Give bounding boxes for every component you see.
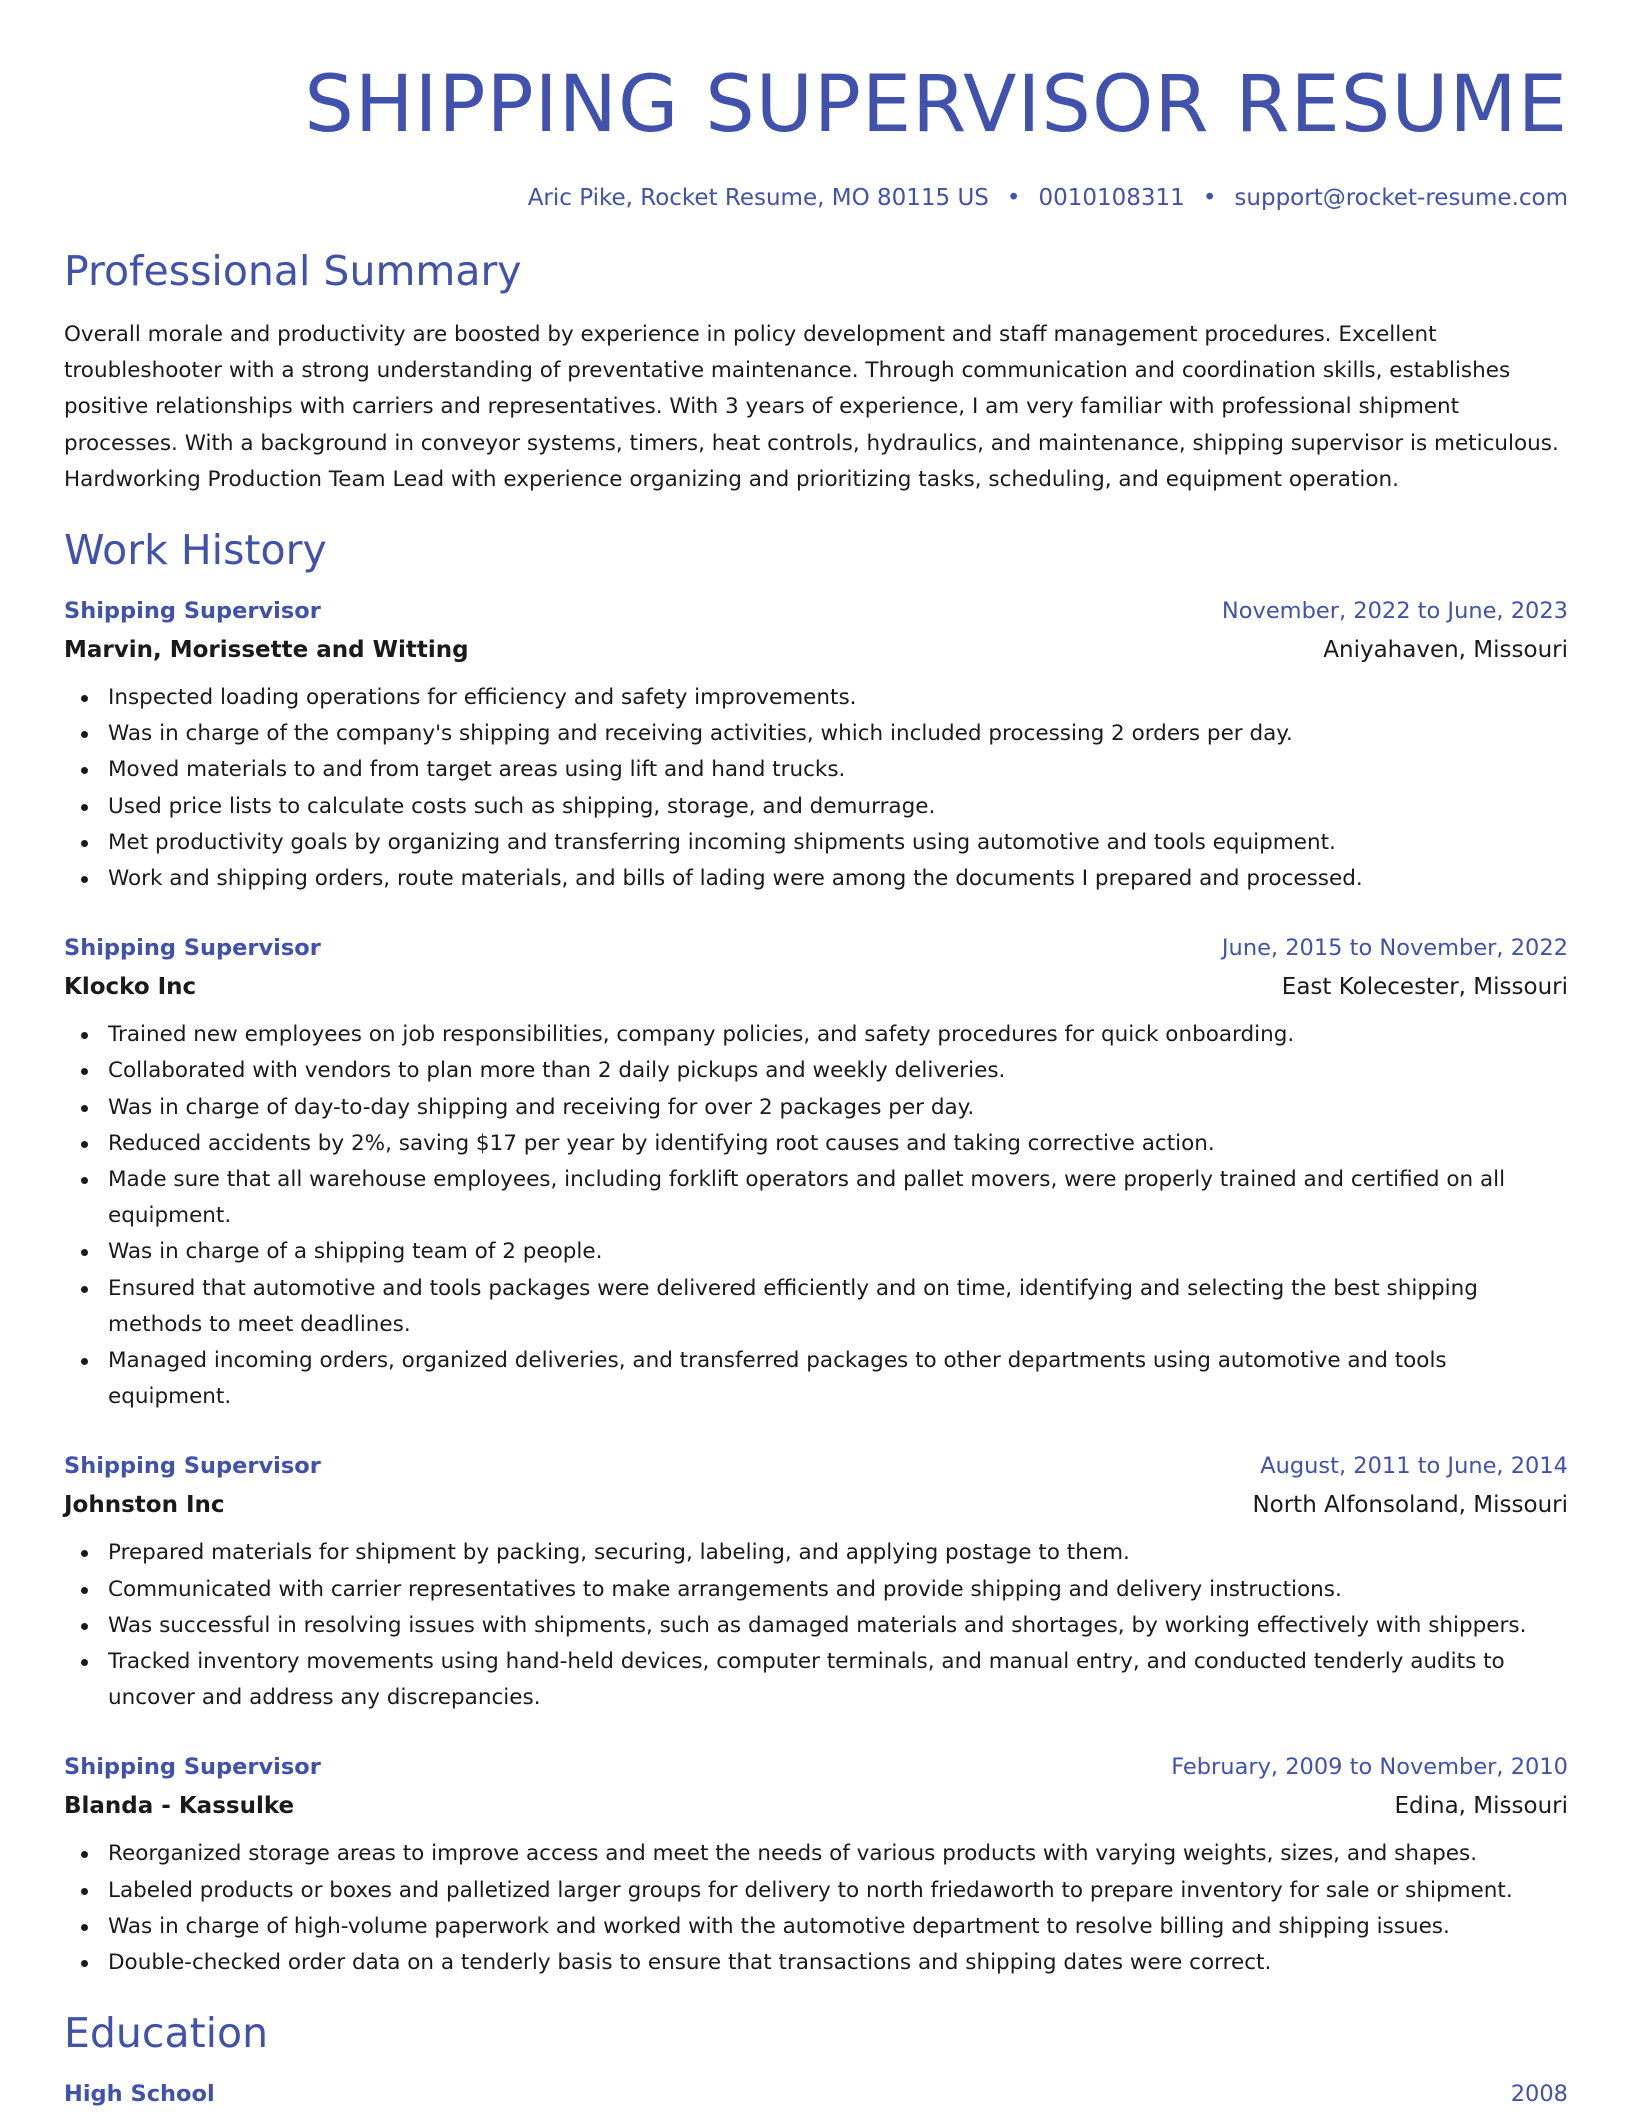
- job-company: Klocko Inc: [64, 974, 197, 1001]
- job-bullet: Was successful in resolving issues with shipments, such as damaged materials and shortages, by working effectively with shippers.: [108, 1608, 1568, 1644]
- job-location: Aniyahaven, Missouri: [1323, 637, 1568, 664]
- job-bullets: [64, 1017, 1568, 1415]
- work-history-heading: Work History: [64, 526, 327, 575]
- contact-address: Aric Pike, Rocket Resume, MO 80115 US: [527, 185, 989, 211]
- job-bullet: Was in charge of the company's shipping and receiving activities, which included processing 2 orders per day.: [108, 716, 1568, 752]
- resume-page: [64, 0, 1568, 2109]
- education-degree: High School: [64, 2081, 215, 2108]
- job-entry: [64, 1752, 1568, 1981]
- summary-heading: Professional Summary: [64, 247, 522, 295]
- job-title: Shipping Supervisor: [64, 598, 321, 625]
- job-bullet: Trained new employees on job responsibilities, company policies, and safety procedures for quick onboarding.: [108, 1017, 1568, 1053]
- job-bullet: Made sure that all warehouse employees, including forklift operators and pallet movers, were properly trained and certified on all equipment.: [108, 1162, 1568, 1234]
- contact-separator: •: [1006, 185, 1021, 211]
- contact-email: support@rocket-resume.com: [1234, 185, 1568, 211]
- job-bullet: Reorganized storage areas to improve access and meet the needs of various products with varying weights, sizes, and shapes.: [108, 1836, 1568, 1872]
- job-bullet: Managed incoming orders, organized deliveries, and transferred packages to other departments using automotive and tools equipment.: [108, 1343, 1568, 1415]
- job-entry: [64, 596, 1568, 897]
- job-bullet: Communicated with carrier representatives to make arrangements and provide shipping and delivery instructions.: [108, 1572, 1568, 1608]
- job-location: East Kolecester, Missouri: [1281, 974, 1568, 1001]
- contact-phone: 0010108311: [1038, 185, 1185, 211]
- job-location: Edina, Missouri: [1394, 1793, 1568, 1820]
- job-dates: June, 2015 to November, 2022: [1221, 935, 1568, 962]
- job-bullet: Was in charge of high-volume paperwork and worked with the automotive department to resolve billing and shipping issues.: [108, 1909, 1568, 1945]
- job-bullet: Met productivity goals by organizing and transferring incoming shipments using automotive and tools equipment.: [108, 825, 1568, 861]
- job-location: North Alfonsoland, Missouri: [1252, 1492, 1568, 1519]
- job-bullet: Ensured that automotive and tools packages were delivered efficiently and on time, identifying and selecting the best shipping methods to meet deadlines.: [108, 1271, 1568, 1343]
- contact-separator: •: [1202, 185, 1217, 211]
- job-bullet: Prepared materials for shipment by packing, securing, labeling, and applying postage to them.: [108, 1535, 1568, 1571]
- job-bullets: [64, 1836, 1568, 1981]
- education-entry: [64, 2079, 1568, 2109]
- job-bullet: Was in charge of a shipping team of 2 people.: [108, 1234, 1568, 1270]
- job-title: Shipping Supervisor: [64, 1754, 321, 1781]
- job-bullet: Was in charge of day-to-day shipping and receiving for over 2 packages per day.: [108, 1090, 1568, 1126]
- job-company: Johnston Inc: [64, 1492, 225, 1519]
- resume-title: SHIPPING SUPERVISOR RESUME: [304, 60, 1568, 150]
- job-title: Shipping Supervisor: [64, 935, 321, 962]
- job-bullet: Reduced accidents by 2%, saving $17 per year by identifying root causes and taking corrective action.: [108, 1126, 1568, 1162]
- education-year: 2008: [1510, 2081, 1568, 2108]
- job-bullet: Double-checked order data on a tenderly basis to ensure that transactions and shipping dates were correct.: [108, 1945, 1568, 1981]
- education-heading: Education: [64, 2009, 269, 2058]
- summary-text: Overall morale and productivity are boosted by experience in policy development and staff management procedures. Excellent troubleshooter with a strong understanding of preventative maintenance. Through communication and coordination skills, establishes positive relationships with carriers and representatives. With 3 years of experience, I am very familiar with professional shipment processes. With a background in conveyor systems, timers, heat controls, hydraulics, and maintenance, shipping supervisor is meticulous. Hardworking Production Team Lead with experience organizing and prioritizing tasks, scheduling, and equipment operation.: [64, 322, 1559, 492]
- job-title: Shipping Supervisor: [64, 1453, 321, 1480]
- job-company: Marvin, Morissette and Witting: [64, 637, 469, 664]
- job-bullet: Used price lists to calculate costs such as shipping, storage, and demurrage.: [108, 789, 1568, 825]
- resume-header: [64, 0, 1568, 213]
- job-bullet: Work and shipping orders, route materials, and bills of lading were among the documents I prepared and processed.: [108, 861, 1568, 897]
- job-entry: [64, 1451, 1568, 1716]
- job-entry: [64, 933, 1568, 1415]
- job-bullet: Tracked inventory movements using hand-held devices, computer terminals, and manual entry, and conducted tenderly audits to uncover and address any discrepancies.: [108, 1644, 1568, 1716]
- job-bullet: Labeled products or boxes and palletized larger groups for delivery to north friedaworth to prepare inventory for sale or shipment.: [108, 1873, 1568, 1909]
- job-bullet: Collaborated with vendors to plan more than 2 daily pickups and weekly deliveries.: [108, 1053, 1568, 1089]
- job-dates: February, 2009 to November, 2010: [1171, 1754, 1568, 1781]
- job-bullet: Inspected loading operations for efficiency and safety improvements.: [108, 680, 1568, 716]
- contact-line: [64, 183, 1568, 213]
- job-dates: August, 2011 to June, 2014: [1260, 1453, 1568, 1480]
- job-bullets: [64, 1535, 1568, 1716]
- job-dates: November, 2022 to June, 2023: [1221, 598, 1568, 625]
- job-bullets: [64, 680, 1568, 897]
- job-bullet: Moved materials to and from target areas using lift and hand trucks.: [108, 752, 1568, 788]
- job-company: Blanda - Kassulke: [64, 1793, 295, 1820]
